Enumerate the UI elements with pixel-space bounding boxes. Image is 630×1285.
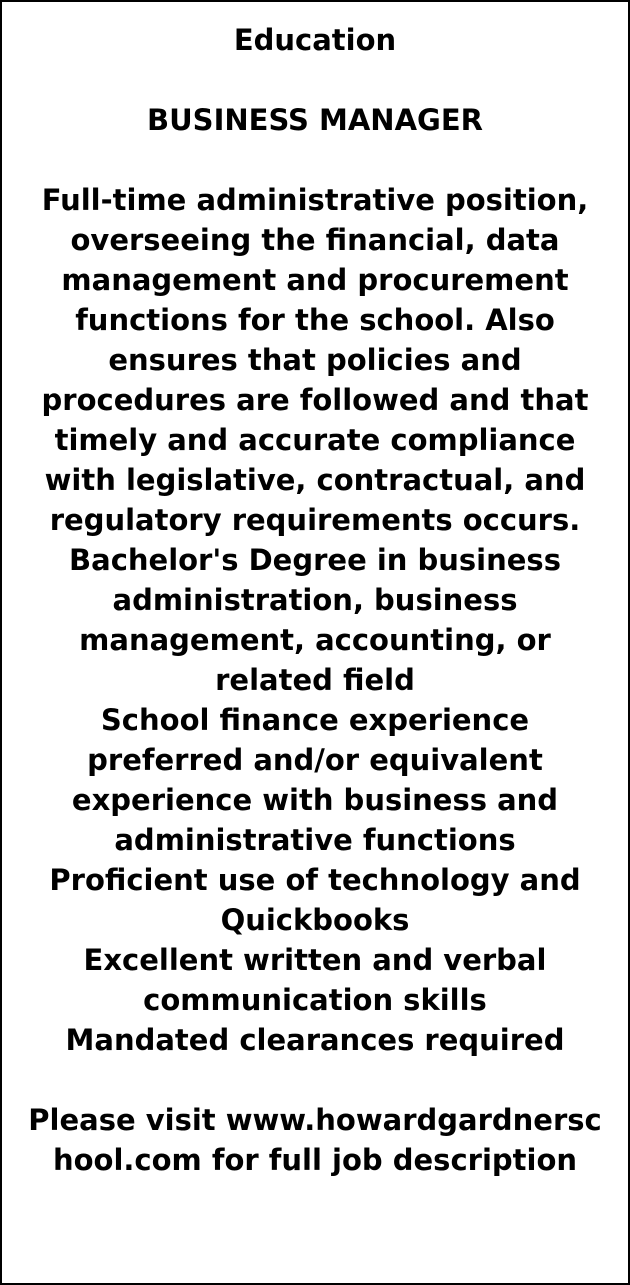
closing-note: Please visit www.howardgardnerschool.com for full job description <box>28 1103 602 1177</box>
spacer <box>22 140 608 180</box>
requirement-clearances: Mandated clearances required <box>65 1023 565 1057</box>
requirement-technology: Proficient use of technology and Quickbooks <box>49 863 581 937</box>
requirement-communication: Excellent written and verbal communication skills <box>83 943 547 1017</box>
requirement-experience: School finance experience preferred and/or equivalent experience with business and administrative functions <box>71 703 559 857</box>
ad-category: Education <box>233 23 397 57</box>
spacer <box>22 60 608 100</box>
job-description: Full-time administrative position, overseeing the financial, data management and procurement functions for the school. Also ensures that policies and procedures are followed and that timely and accurate compliance with legislative, contractual, and regulatory requirements occurs. <box>41 183 589 537</box>
requirement-degree: Bachelor's Degree in business administration, business management, accounting, or related field <box>69 543 561 697</box>
spacer <box>22 1060 608 1100</box>
job-title: BUSINESS MANAGER <box>147 103 483 137</box>
